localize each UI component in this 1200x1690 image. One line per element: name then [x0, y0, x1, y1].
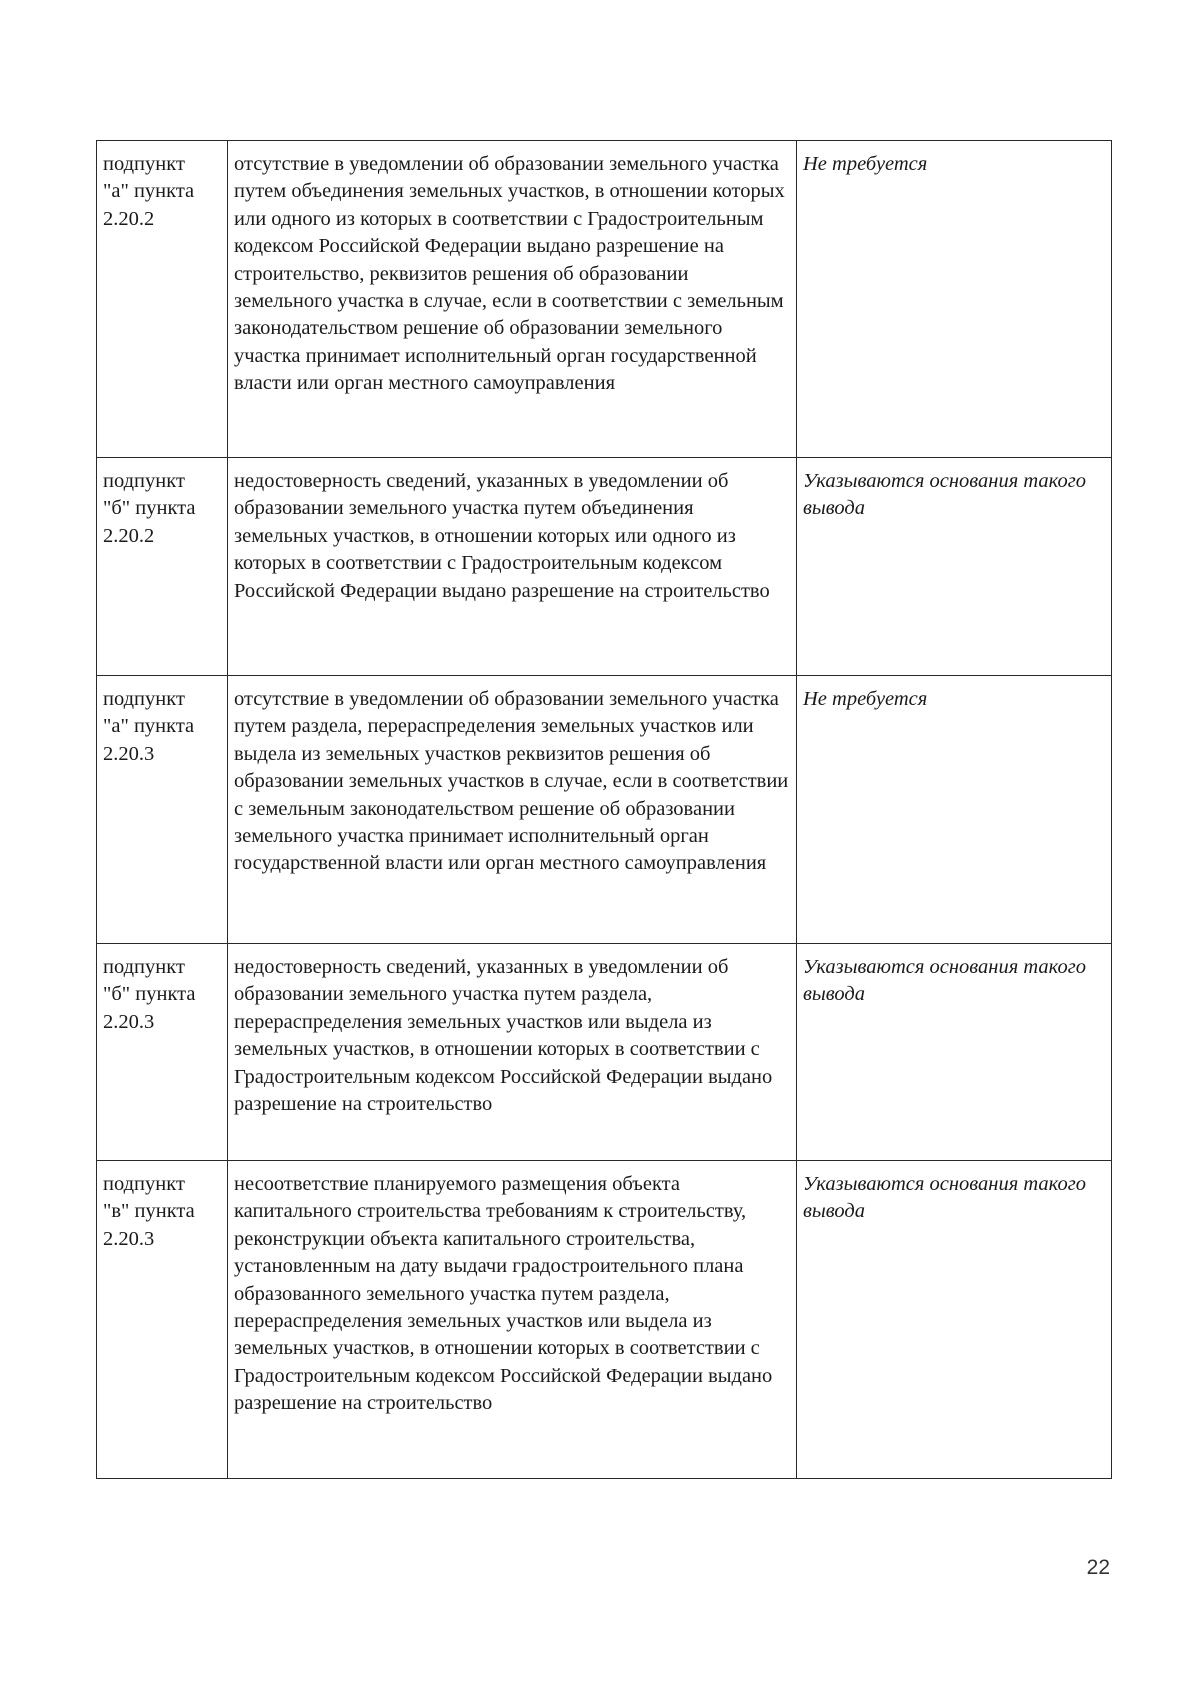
clause-reference-line: 2.20.2: [103, 524, 155, 547]
clause-reference-line: 2.20.3: [103, 1227, 155, 1250]
explanation-cell: Указываются основания такого вывода: [797, 458, 1112, 676]
grounds-table: [96, 140, 1112, 1479]
table-row: [97, 1161, 1112, 1479]
ground-description-cell: недостоверность сведений, указанных в уведомлении об образовании земельного участка путем объединения земельных участков, в отношении которых или одного из которых в соответствии с Градостроительным кодексом Российской Федерации выдано разрешение на строительство: [228, 458, 797, 676]
ground-description-cell: несоответствие планируемого размещения объекта капитального строительства требованиям к строительству, реконструкции объекта капитального строительства, установленным на дату выдачи градостроительного плана образованного земельного участка путем раздела, перераспределения земельных участков или выдела из земельных участков, в отношении которых в соответствии с Градостроительным кодексом Российской Федерации выдано разрешение на строительство: [228, 1161, 797, 1479]
clause-reference-line: 2.20.3: [103, 742, 155, 765]
clause-reference-line: "а" пункта: [103, 180, 195, 203]
clause-reference-cell: [97, 1161, 228, 1479]
explanation-cell: Указываются основания такого вывода: [797, 944, 1112, 1161]
clause-reference-line: подпункт: [103, 470, 185, 492]
table-row: [97, 676, 1112, 944]
clause-reference-line: подпункт: [103, 1173, 185, 1195]
page-number: 22: [1086, 1556, 1110, 1579]
clause-reference-line: "б" пункта: [103, 983, 196, 1006]
clause-reference-cell: [97, 944, 228, 1161]
clause-reference-line: 2.20.2: [103, 207, 155, 230]
clause-reference-line: подпункт: [103, 956, 185, 978]
explanation-cell: Не требуется: [797, 141, 1112, 458]
clause-reference-line: подпункт: [103, 688, 185, 710]
table-row: [97, 944, 1112, 1161]
explanation-cell: Указываются основания такого вывода: [797, 1161, 1112, 1479]
table-row: [97, 141, 1112, 458]
table-row: [97, 458, 1112, 676]
clause-reference-line: подпункт: [103, 153, 185, 175]
ground-description-cell: отсутствие в уведомлении об образовании земельного участка путем объединения земельных участков, в отношении которых или одного из которых в соответствии с Градостроительным кодексом Российской Федерации выдано разрешение на строительство, реквизитов решения об образовании земельного участка в случае, если в соответствии с земельным законодательством решение об образовании земельного участка принимает исполнительный орган государственной власти или орган местного самоуправления: [228, 141, 797, 458]
clause-reference-line: 2.20.3: [103, 1010, 155, 1033]
ground-description-cell: отсутствие в уведомлении об образовании земельного участка путем раздела, перераспределения земельных участков или выдела из земельных участков реквизитов решения об образовании земельных участков в случае, если в соответствии с земельным законодательством решение об образовании земельного участка принимает исполнительный орган государственной власти или орган местного самоуправления: [228, 676, 797, 944]
clause-reference-line: "б" пункта: [103, 497, 196, 520]
clause-reference-cell: [97, 458, 228, 676]
explanation-cell: Не требуется: [797, 676, 1112, 944]
clause-reference-cell: [97, 141, 228, 458]
clause-reference-line: "в" пункта: [103, 1200, 195, 1223]
clause-reference-cell: [97, 676, 228, 944]
ground-description-cell: недостоверность сведений, указанных в уведомлении об образовании земельного участка путем раздела, перераспределения земельных участков или выдела из земельных участков, в отношении которых в соответствии с Градостроительным кодексом Российской Федерации выдано разрешение на строительство: [228, 944, 797, 1161]
clause-reference-line: "а" пункта: [103, 715, 195, 738]
